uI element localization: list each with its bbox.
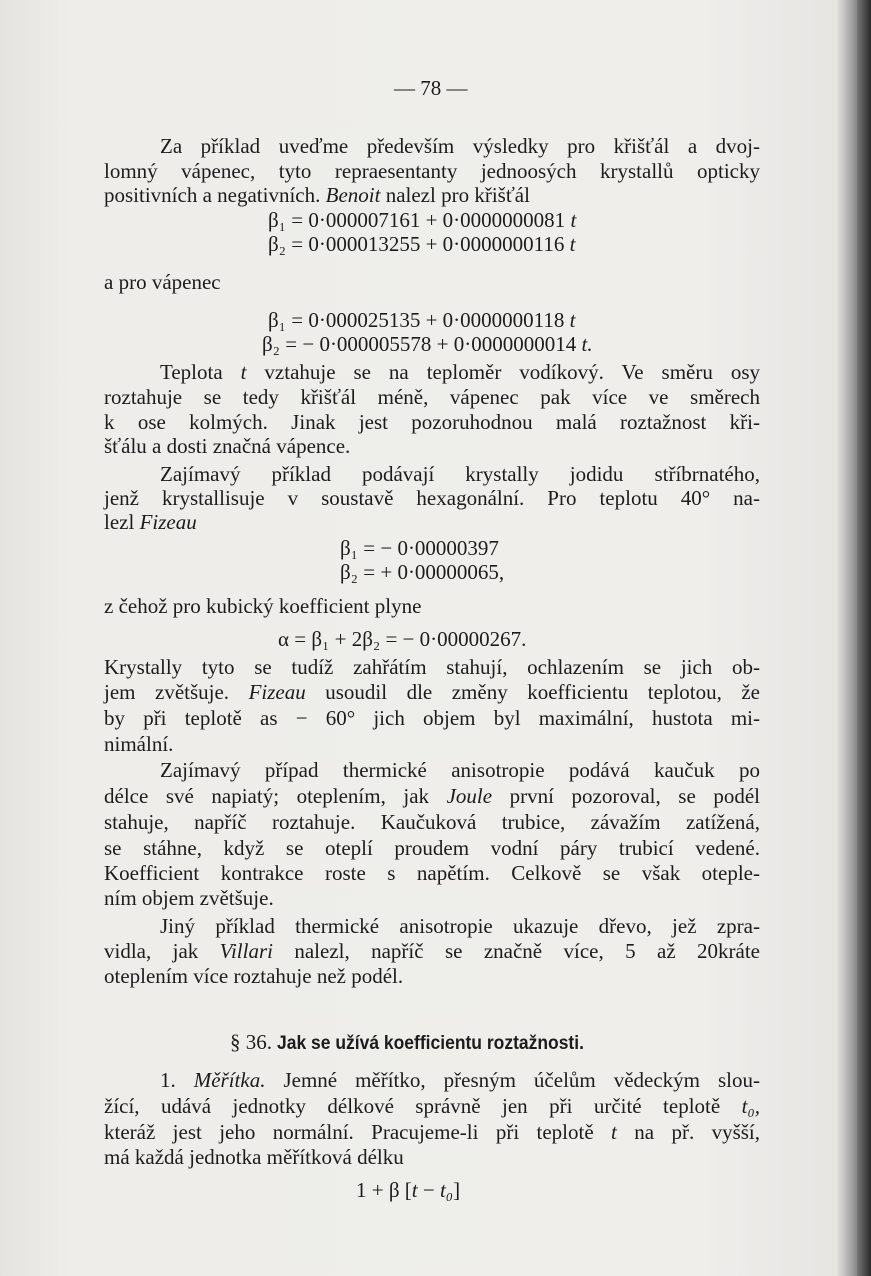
text-segment: 1 + β [ bbox=[356, 1178, 412, 1202]
text-segment: by při teplotě as − 60° jich objem byl maximální, hustota mi- bbox=[104, 706, 760, 730]
text-line bbox=[104, 861, 760, 885]
italic-text: t₀ bbox=[439, 1178, 454, 1202]
text-line bbox=[104, 159, 760, 183]
text-line bbox=[104, 1094, 760, 1118]
text-segment: na př. vyšší, bbox=[616, 1120, 760, 1144]
text-line bbox=[340, 560, 504, 584]
text-segment: má každá jednotka měřítková délku bbox=[104, 1145, 404, 1169]
text-segment: kteráž jest jeho normální. Pracujeme-li při teplotě bbox=[104, 1120, 612, 1144]
text-segment: lezl bbox=[104, 510, 140, 534]
text-segment: se stáhne, když se oteplí proudem vodní páry trubicí vedené. bbox=[104, 836, 760, 860]
text-segment: β₂ = + 0·00000065, bbox=[340, 560, 505, 584]
text-segment: Teplota bbox=[160, 360, 241, 384]
text-line bbox=[104, 183, 530, 207]
text-line bbox=[104, 964, 403, 988]
text-segment: vidla, jak bbox=[104, 939, 220, 963]
text-segment: β₂ = 0·000013255 + 0·0000000116 bbox=[268, 232, 570, 256]
text-line bbox=[104, 1120, 760, 1144]
text-segment: § 36. bbox=[230, 1030, 278, 1054]
text-segment: jem zvětšuje. bbox=[104, 680, 249, 704]
italic-text: t bbox=[240, 360, 247, 384]
text-line bbox=[104, 486, 760, 510]
text-segment: oteplením více roztahuje než podél. bbox=[104, 964, 404, 988]
text-line bbox=[104, 784, 760, 808]
text-segment: z čehož pro kubický koefficient plyne bbox=[104, 594, 422, 618]
text-segment: Jemné měřítko, přesným účelům vědeckým slou- bbox=[265, 1068, 760, 1092]
italic-text: t bbox=[569, 308, 576, 332]
text-line bbox=[160, 134, 760, 158]
text-segment: − bbox=[417, 1178, 440, 1202]
italic-text: t bbox=[570, 208, 577, 232]
text-segment: Koefficient kontrakce roste s napětím. Celkově se však oteple- bbox=[104, 861, 760, 885]
text-segment: k ose kolmých. Jinak jest pozoruhodnou malá roztažnost kři- bbox=[104, 410, 760, 434]
italic-text: t bbox=[569, 232, 576, 256]
text-line bbox=[160, 360, 760, 384]
text-line bbox=[104, 836, 760, 860]
text-segment: roztahuje se tedy křišťál méně, vápenec pak více ve směrech bbox=[104, 385, 760, 409]
text-segment: lomný vápenec, tyto repraesentanty jednoosých krystallů opticky bbox=[104, 159, 760, 183]
text-line bbox=[104, 680, 760, 704]
text-line bbox=[104, 810, 760, 834]
text-line bbox=[104, 594, 421, 618]
text-line bbox=[104, 410, 760, 434]
italic-text: t bbox=[411, 1178, 418, 1202]
italic-text: t bbox=[611, 1120, 617, 1144]
text-line bbox=[160, 758, 760, 782]
italic-text: Benoit bbox=[325, 183, 381, 207]
text-line bbox=[160, 1068, 760, 1092]
text-segment: stahuje, napříč roztahuje. Kaučuková trubice, závažím zatížená, bbox=[104, 810, 760, 834]
text-segment: ] bbox=[453, 1178, 461, 1202]
text-segment: šťálu a dosti značná vápence. bbox=[104, 434, 351, 458]
text-line bbox=[104, 270, 221, 294]
text-line bbox=[160, 462, 760, 486]
italic-text: Fizeau bbox=[139, 510, 197, 534]
text-line bbox=[104, 434, 350, 458]
text-segment: Krystally tyto se tudíž zahřátím stahují, ochlazením se jich ob- bbox=[104, 655, 760, 679]
text-segment: ním objem zvětšuje. bbox=[104, 886, 274, 910]
text-segment: a pro vápenec bbox=[104, 270, 221, 294]
text-segment: jenž krystallisuje v soustavě hexagonální. Pro teplotu 40° na- bbox=[104, 486, 760, 510]
text-segment: positivních a negativních. bbox=[104, 183, 326, 207]
text-line bbox=[104, 732, 173, 756]
text-line bbox=[104, 1145, 404, 1169]
text-line bbox=[160, 914, 760, 938]
text-segment: vztahuje se na teploměr vodíkový. Ve směru osy bbox=[246, 360, 760, 384]
text-line bbox=[268, 308, 576, 332]
text-line bbox=[268, 232, 576, 256]
page-number: — 78 — bbox=[394, 76, 468, 100]
text-line bbox=[104, 886, 274, 910]
text-segment: β₁ = 0·000007161 + 0·0000000081 bbox=[268, 208, 571, 232]
section-heading bbox=[230, 1030, 611, 1056]
text-segment: Zajímavý případ thermické anisotropie podává kaučuk po bbox=[160, 758, 760, 782]
italic-text: t. bbox=[581, 332, 593, 356]
text-segment: nimální. bbox=[104, 732, 174, 756]
text-line bbox=[356, 1178, 460, 1202]
text-segment: Za příklad uveďme především výsledky pro křišťál a dvoj- bbox=[160, 134, 760, 158]
text-segment: β₂ = − 0·000005578 + 0·0000000014 bbox=[262, 332, 582, 356]
text-line bbox=[340, 536, 499, 560]
text-segment: délce své napiatý; oteplením, jak bbox=[104, 784, 447, 808]
text-line bbox=[104, 939, 760, 963]
text-segment: Zajímavý příklad podávají krystally jodidu stříbrnatého, bbox=[160, 462, 760, 486]
text-segment: žící, udává jednotky délkové správně jen při určité teplotě bbox=[104, 1094, 742, 1118]
text-line bbox=[262, 332, 593, 356]
text-line bbox=[268, 208, 576, 232]
text-line bbox=[104, 655, 760, 679]
text-line bbox=[104, 385, 760, 409]
text-segment: β₁ = 0·000025135 + 0·0000000118 bbox=[268, 308, 570, 332]
text-segment: usoudil dle změny koefficientu teplotou, že bbox=[305, 680, 761, 704]
heading-text: Jak se užívá koefficientu roztažnosti. bbox=[277, 1033, 585, 1054]
text-line bbox=[104, 510, 197, 534]
text-segment: nalezl, napříč se značně více, 5 až 20kráte bbox=[272, 939, 760, 963]
text-line bbox=[104, 706, 760, 730]
italic-text: Joule bbox=[446, 784, 493, 808]
text-segment: nalezl pro křišťál bbox=[380, 183, 530, 207]
text-line bbox=[278, 627, 526, 651]
italic-text: Villari bbox=[219, 939, 273, 963]
italic-text: Měřítka. bbox=[193, 1068, 266, 1092]
italic-text: Fizeau bbox=[248, 680, 306, 704]
text-segment: první pozoroval, se podél bbox=[492, 784, 760, 808]
text-segment: β₁ = − 0·00000397 bbox=[340, 536, 499, 560]
text-segment: α = β₁ + 2β₂ = − 0·00000267. bbox=[278, 627, 527, 651]
text-segment: Jiný příklad thermické anisotropie ukazuje dřevo, jež zpra- bbox=[160, 914, 760, 938]
italic-text: t₀, bbox=[741, 1094, 760, 1118]
text-segment: 1. bbox=[160, 1068, 194, 1092]
page-edge-shadow bbox=[857, 0, 871, 1276]
